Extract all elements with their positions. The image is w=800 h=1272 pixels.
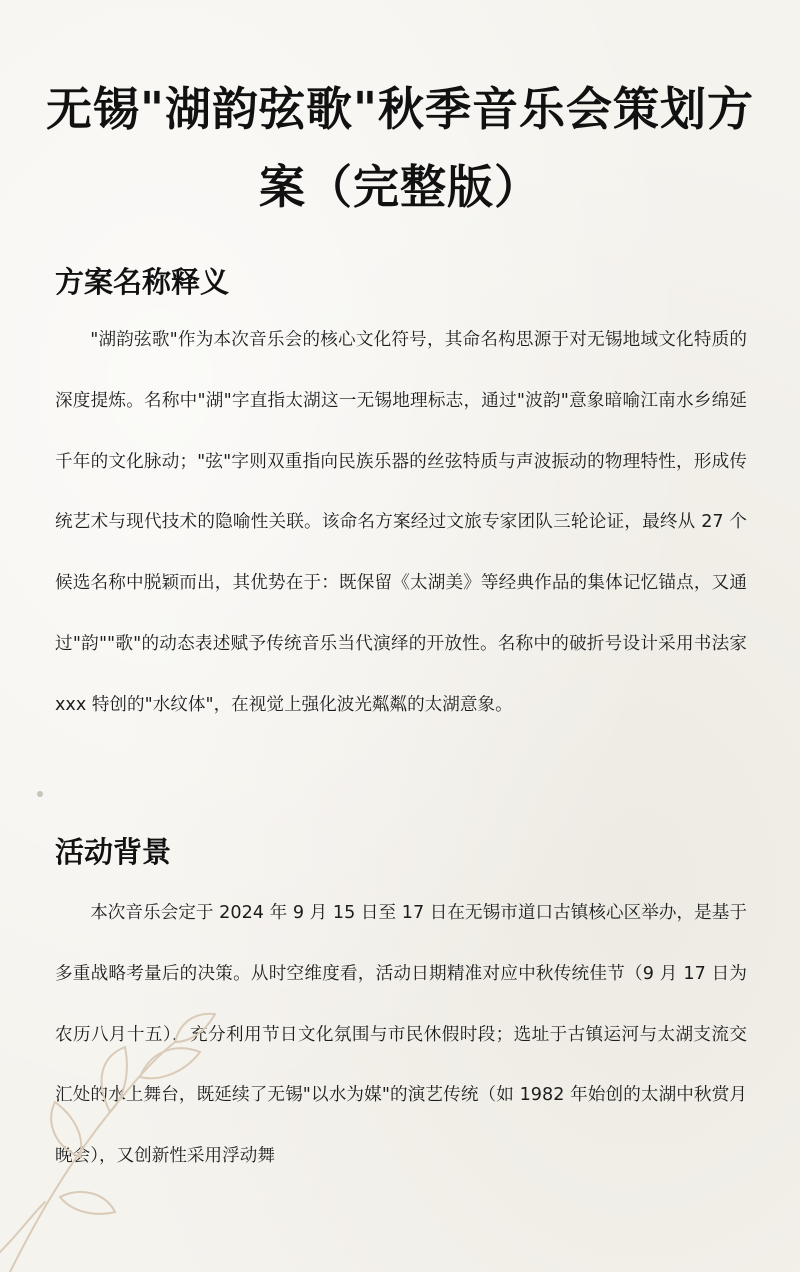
section-paragraph-naming: "湖韵弦歌"作为本次音乐会的核心文化符号，其命名构思源于对无锡地域文化特质的深度提炼。名称中"湖"字直指太湖这一无锡地理标志，通过"波韵"意象暗喻江南水乡绵延千年的文化脉动；"弦"字则双重指向民族乐器的丝弦特质与声波振动的物理特性，形成传统艺术与现代技术的隐喻性关联。该命名方案经过文旅专家团队三轮论证，最终从 27 个候选名称中脱颖而出，其优势在于：既保留《太湖美》等经典作品的集体记忆锚点，又通过"韵""歌"的动态表述赋予传统音乐当代演绎的开放性。名称中的破折号设计采用书法家 xxx 特创的"水纹体"，在视觉上强化波光粼粼的太湖意象。 xyxy=(55,330,747,715)
paper-speck xyxy=(37,791,43,797)
document-title: 无锡"湖韵弦歌"秋季音乐会策划方案（完整版） xyxy=(46,82,754,214)
section-heading-background: 活动背景 xyxy=(55,835,172,869)
section-heading-naming: 方案名称释义 xyxy=(55,265,230,299)
section-paragraph-background: 本次音乐会定于 2024 年 9 月 15 日至 17 日在无锡市道口古镇核心区举办，是基于多重战略考量后的决策。从时空维度看，活动日期精准对应中秋传统佳节（9 月 17 日为农历八月十五），充分利用节日文化氛围与市民休假时段；选址于古镇运河与太湖支流交汇处的水上舞台，既延续了无锡"以水为媒"的演艺传统（如 1982 年始创的太湖中秋赏月晚会），又创新性采用浮动舞 xyxy=(55,903,747,1167)
